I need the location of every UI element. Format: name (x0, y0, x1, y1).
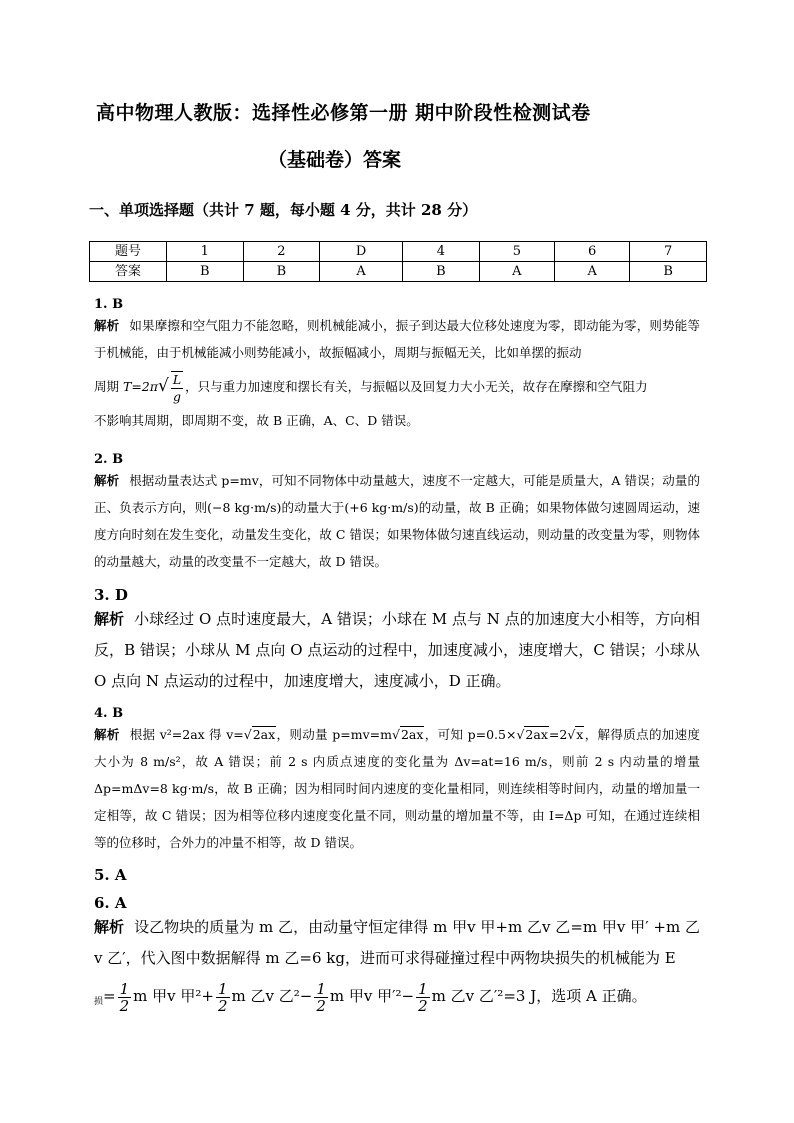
fraction (314, 981, 328, 1014)
explanation-q1 (94, 297, 700, 434)
denominator: 2 (119, 996, 130, 1015)
table-row-answers (90, 262, 707, 282)
explanation-line: 不影响其周期，即周期不变，故 B 正确，A、C、D 错误。 (94, 413, 419, 428)
sqrt-radicand: x (576, 727, 584, 742)
explanation-line: 设乙物块的质量为 m 乙，由动量守恒定律得 m 甲v 甲+m 乙v 乙=m 甲v 甲′ +m 乙v 乙′，代入图中数据解得 m 乙=6 kg，进而可求得碰撞过程中两物块损失的机械能为 E (94, 918, 700, 967)
fraction (171, 371, 183, 405)
explanation-text (94, 312, 700, 366)
formula: T=2π (123, 379, 158, 394)
numerator: L (172, 371, 182, 387)
denominator: 2 (418, 996, 428, 1015)
table-cell: 1 (167, 242, 244, 262)
answer-table (89, 241, 707, 282)
explanation-text: 周期 T=2π√ $\frac{L}{g}$ ，只与重力加速度和摆长有关，与振幅以及回复力大小无关，故存在摩擦和空气阻力 (94, 371, 648, 404)
denominator: 2 (217, 996, 228, 1015)
analysis-label: 解析 (94, 318, 120, 333)
explanation-q2 (94, 452, 700, 575)
table-cell: A (555, 262, 630, 282)
formula-text: 根据 v²=2ax 得 v= (129, 727, 244, 742)
formula-text: ，可知 p=0.5× (424, 727, 517, 742)
question-number: 5. A (94, 866, 127, 884)
explanation-text (94, 467, 700, 575)
explanation-q6 (94, 894, 700, 1024)
explanation-text (94, 912, 700, 974)
denominator: g (172, 388, 181, 404)
explanation-line: 小球经过 O 点时速度最大，A 错误；小球在 M 点与 N 点的加速度大小相等，方向相反，B 错误；小球从 M 点向 O 点运动的过程中，加速度减小，速度增大，C 错误；小球从 O 点向 N 点运动的过程中，加速度增大，速度减小，D 正确。 (94, 610, 700, 690)
energy-loss-formula (94, 974, 700, 1024)
explanation-q3 (94, 586, 700, 697)
numerator: 1 (119, 979, 130, 998)
numerator: 1 (316, 979, 326, 998)
explanation-q5 (94, 866, 700, 884)
analysis-label: 解析 (94, 473, 120, 488)
sqrt-radicand: 2ax (252, 727, 276, 742)
subscript: 损 (94, 997, 104, 1007)
table-cell: B (167, 262, 244, 282)
fraction (216, 981, 230, 1014)
table-cell: B (403, 262, 480, 282)
numerator: 1 (217, 979, 228, 998)
analysis-label: 解析 (94, 727, 120, 742)
fraction (416, 981, 430, 1014)
formula-text: ，则动量 p=mv=m (276, 727, 392, 742)
explanation-line: 如果摩擦和空气阻力不能忽略，则机械能减小，振子到达最大位移处速度为零，即动能为零，则势能等于机械能，由于机械能减小则势能减小，故振幅减小，周期与振幅无关，比如单摆的振动 (94, 318, 700, 360)
explanation-text: 解析 根据 v²=2ax 得 v=√2ax，则动量 p=mv=m√2ax，可知 p=0.5×√2ax=2√x，解得质点的加速度大小为 8 m/s²，故 A 错误；前 2 s 内质点速度的变化量为 Δv=at=16 m/s，则前 2 s 内动量的增量 Δp=mΔv=8 kg·m/s，故 B 正确；因为相同时间内速度的变化量相同，则连续相等时间内，动量的增加量一定相等，故 C 错误；因为相等位移内速度变化量不同，则动量的增加量不等，由 I=Δp 可知，在通过连续相等的位移时，合外力的冲量不相等，故 D 错误。 (94, 727, 700, 850)
table-cell: 2 (243, 242, 320, 262)
explanation-line: 周期 (94, 379, 120, 394)
question-number: 4. B (94, 706, 124, 721)
section-heading: 一、单项选择题（共计 7 题，每小题 4 分，共计 28 分） (89, 201, 478, 219)
table-cell: 7 (630, 242, 707, 262)
explanation-line: ，只与重力加速度和摆长有关，与振幅以及回复力大小无关，故存在摩擦和空气阻力 (185, 379, 648, 394)
table-cell: A (320, 262, 403, 282)
sqrt-radicand: 2ax (525, 727, 548, 742)
question-number: 3. D (94, 586, 128, 604)
formula-text: =2 (548, 727, 568, 742)
numerator: 1 (418, 979, 428, 998)
table-cell: D (320, 242, 403, 262)
document-title: 高中物理人教版：选择性必修第一册 期中阶段性检测试卷 (96, 102, 591, 124)
table-cell: 6 (555, 242, 630, 262)
formula-text: m 乙v 乙²− (231, 987, 313, 1005)
question-number: 6. A (94, 894, 127, 912)
explanation-line: 根据动量表达式 p=mv，可知不同物体中动量越大，速度不一定越大，可能是质量大，A 错误；动量的正、负表示方向，则(−8 kg·m/s)的动量大于(+6 kg·m/s)的动量，故 B 正确；如果物体做匀速圆周运动，速度方向时刻在发生变化，动量发生变化，故 C 错误；如果物体做匀速直线运动，则动量的改变量为零，则物体的动量越大，动量的改变量不一定越大，故 D 错误。 (94, 473, 700, 569)
formula-text: m 乙v 乙′²=3 J，选项 A 正确。 (431, 987, 647, 1005)
fraction (118, 981, 132, 1014)
table-row-question-numbers (90, 242, 707, 262)
explanation-line: ，解得质点的加速度大小为 8 m/s²，故 A 错误；前 2 s 内质点速度的变化量为 Δv=at=16 m/s，则前 2 s 内动量的增量 Δp=mΔv=8 kg·m/s，故 B 正确；因为相同时间内速度的变化量相同，则连续相等时间内，动量的增加量一定相等，故 C 错误；因为相等位移内速度变化量不同，则动量的增加量不等，由 I=Δp 可知，在通过连续相等的位移时，合外力的冲量不相等，故 D 错误。 (94, 727, 700, 850)
sqrt-radicand: 2ax (400, 727, 424, 742)
explanation-q4 (94, 706, 700, 856)
question-number: 1. B (94, 297, 124, 312)
table-cell: 5 (479, 242, 554, 262)
table-row-label: 答案 (90, 262, 167, 282)
table-row-label: 题号 (90, 242, 167, 262)
table-cell: B (243, 262, 320, 282)
table-cell: 4 (403, 242, 480, 262)
denominator: 2 (316, 996, 326, 1015)
table-cell: B (630, 262, 707, 282)
analysis-label: 解析 (94, 918, 125, 936)
formula-text: = (103, 987, 116, 1005)
formula-text: m 甲v 甲²+ (133, 987, 214, 1005)
analysis-label: 解析 (94, 610, 125, 628)
document-subtitle: （基础卷）答案 (268, 149, 402, 171)
question-number: 2. B (94, 452, 124, 467)
formula-text: m 甲v 甲′²− (329, 987, 415, 1005)
explanation-text (94, 604, 700, 697)
table-cell: A (479, 262, 554, 282)
